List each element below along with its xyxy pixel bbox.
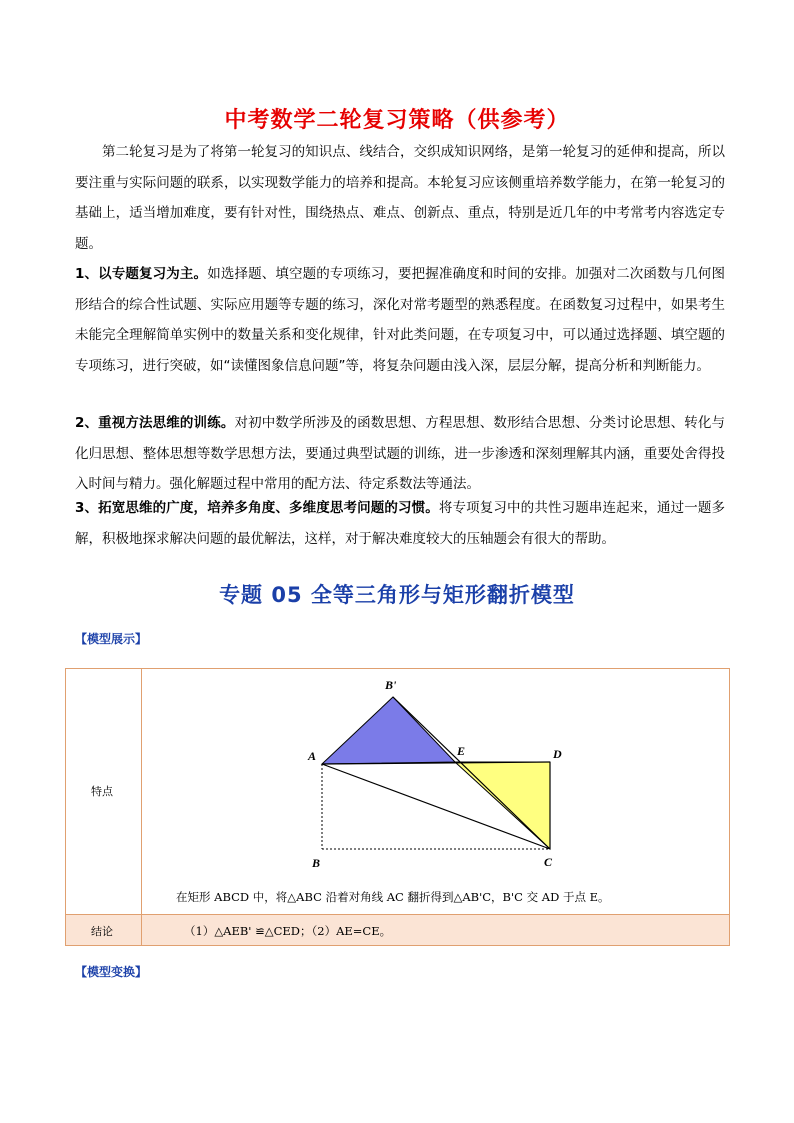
section-2-body: 对初中数学所涉及的函数思想、方程思想、数形结合思想、分类讨论思想、转化与化归思想、整体思想等数学思想方法，要通过典型试题的训练，进一步渗透和深刻理解其内涵，重要处舍得投入时间与精力。强化解题过程中常用的配方法、待定系数法等通法。 xyxy=(75,415,725,493)
point-a-label: A xyxy=(308,749,317,763)
triangle-ab-prime-e xyxy=(322,697,455,764)
section-1 xyxy=(75,259,725,381)
intro-paragraph: 第二轮复习是为了将第一轮复习的知识点、线结合，交织成知识网络，是第一轮复习的延伸和提高，所以要注重与实际问题的联系，以实现数学能力的培养和提高。本轮复习应该侧重培养数学能力，在第一轮复习的基础上，适当增加难度，要有针对性，围绕热点、难点、创新点、重点，特别是近几年的中考常考内容选定专题。 xyxy=(75,144,725,252)
page-title: 中考数学二轮复习策略（供参考） xyxy=(224,108,570,133)
conclusion-text: （1）△AEB' ≌△CED；（2）AE=CE。 xyxy=(184,924,392,938)
topic-title: 专题 05 全等三角形与矩形翻折模型 xyxy=(219,583,575,607)
section-3-heading: 3、拓宽思维的广度，培养多角度、多维度思考问题的习惯。 xyxy=(75,500,439,516)
section-2 xyxy=(75,408,725,500)
point-c-label: C xyxy=(544,855,553,869)
point-b-prime-label: B' xyxy=(385,678,397,692)
model-table xyxy=(65,668,730,946)
fold-figure xyxy=(142,669,729,914)
figure-caption: 在矩形 ABCD 中，将△ABC 沿着对角线 AC 翻折得到△AB'C，B'C 交 AD 于点 E。 xyxy=(176,890,610,904)
point-e-label: E xyxy=(457,744,466,758)
section-2-heading: 2、重视方法思维的训练。 xyxy=(75,415,235,431)
section-1-heading: 1、以专题复习为主。 xyxy=(75,266,208,282)
section-3-body: 将专项复习中的共性习题串连起来，通过一题多解，积极地探求解决问题的最优解法，这样，对于解决难度较大的压轴题会有很大的帮助。 xyxy=(75,500,725,547)
point-b-label: B xyxy=(312,856,321,870)
section-1-body: 如选择题、填空题的专项练习，要把握准确度和时间的安排。加强对二次函数与几何图形结合的综合性试题、实际应用题等专题的练习，深化对常考题型的熟悉程度。在函数复习过程中，如果考生未能完全理解简单实例中的数量关系和变化规律，针对此类问题，在专项复习中，可以通过选择题、填空题的专项练习，进行突破，如“读懂图象信息问题”等，将复杂问题由浅入深，层层分解，提高分析和判断能力。 xyxy=(75,266,725,374)
conclusion-row xyxy=(66,915,729,945)
column-divider xyxy=(141,915,142,945)
model-variant-tag: 【模型变换】 xyxy=(75,965,148,979)
section-3 xyxy=(75,493,725,554)
point-d-label: D xyxy=(553,747,562,761)
conclusion-label: 结论 xyxy=(91,925,113,938)
feature-label: 特点 xyxy=(91,785,113,798)
model-show-tag: 【模型展示】 xyxy=(75,632,148,646)
